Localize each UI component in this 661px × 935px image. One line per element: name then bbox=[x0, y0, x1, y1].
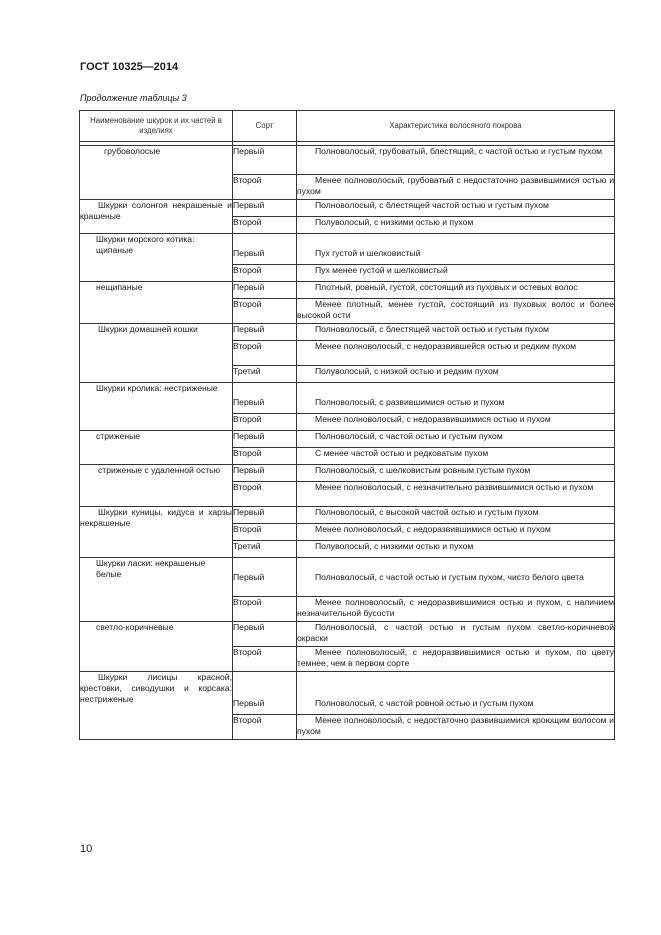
grade-cell: Второй bbox=[233, 647, 297, 672]
table-row bbox=[80, 672, 615, 715]
table-row bbox=[80, 146, 615, 175]
table-row bbox=[80, 558, 615, 597]
grade-cell: Первый bbox=[233, 622, 297, 647]
group-name-cell: Шкурки ласки: некрашеные белые bbox=[80, 558, 233, 622]
grade-cell: Первый bbox=[233, 507, 297, 524]
group-name-cell: нещипаные bbox=[80, 282, 233, 324]
grade-cell: Второй bbox=[233, 265, 297, 282]
description-cell: Полноволосый, с частой остью и густым пухом, чисто белого цвета bbox=[297, 558, 615, 597]
description-cell: Полноволосый, с частой ровной остью и густым пухом bbox=[297, 672, 615, 715]
grade-cell: Второй bbox=[233, 597, 297, 622]
description-cell: Менее полноволосый, с недоразвившимися остью и пухом, по цвету темнее, чем в первом сорте bbox=[297, 647, 615, 672]
grade-cell: Третий bbox=[233, 541, 297, 558]
table-row bbox=[80, 431, 615, 448]
table-row bbox=[80, 234, 615, 265]
table-row bbox=[80, 200, 615, 217]
grade-cell: Второй bbox=[233, 448, 297, 465]
description-cell: Полуволосый, с низкой остью и редким пухом bbox=[297, 366, 615, 383]
group-name-cell: грубоволосые bbox=[80, 146, 233, 200]
group-name-text: Шкурки морского котика: щипаные bbox=[96, 234, 195, 255]
description-cell: Полноволосый, с блестящей частой остью и густым пухом bbox=[297, 324, 615, 341]
grade-cell: Второй bbox=[233, 217, 297, 234]
description-cell: Менее полноволосый, с недоразвившимися остью и пухом bbox=[297, 414, 615, 431]
column-header-name: Наименование шкурок и их частей в изделиях bbox=[80, 111, 233, 142]
group-name-cell: светло-коричневые bbox=[80, 622, 233, 672]
group-name-cell: Шкурки домашней кошки bbox=[80, 324, 233, 383]
grade-cell: Второй bbox=[233, 524, 297, 541]
grade-cell: Второй bbox=[233, 414, 297, 431]
grade-cell: Первый bbox=[233, 234, 297, 265]
description-cell: Полноволосый, грубоватый, блестящий, с частой остью и густым пухом bbox=[297, 146, 615, 175]
grade-cell: Первый bbox=[233, 324, 297, 341]
page-number: 10 bbox=[80, 843, 93, 855]
table-row bbox=[80, 507, 615, 524]
description-cell: Полноволосый, с частой остью и густым пухом светло-коричневой окраски bbox=[297, 622, 615, 647]
description-cell: Пух густой и шелковистый bbox=[297, 234, 615, 265]
description-cell: Полноволосый, с высокой частой остью и густым пухом bbox=[297, 507, 615, 524]
grade-cell: Второй bbox=[233, 299, 297, 324]
description-cell: Полноволосый, с частой остью и густым пухом bbox=[297, 431, 615, 448]
grade-cell: Первый bbox=[233, 282, 297, 299]
description-cell: С менее частой остью и редковатым пухом bbox=[297, 448, 615, 465]
table-row bbox=[80, 324, 615, 341]
grade-cell: Первый bbox=[233, 431, 297, 448]
grade-cell: Первый bbox=[233, 465, 297, 482]
document-header: ГОСТ 10325—2014 bbox=[80, 61, 179, 73]
table-row bbox=[80, 622, 615, 647]
fur-grades-table bbox=[79, 110, 615, 740]
grade-cell: Первый bbox=[233, 383, 297, 414]
group-name-cell: Шкурки солонгоя некрашеные и крашеные bbox=[80, 200, 233, 234]
description-cell: Полуволосый, с низкими остью и пухом bbox=[297, 217, 615, 234]
grade-cell: Третий bbox=[233, 366, 297, 383]
description-cell: Менее полноволосый, с недоразвившимися остью и пухом, с наличием незначительной бусости bbox=[297, 597, 615, 622]
grade-cell: Первый bbox=[233, 200, 297, 217]
table-row bbox=[80, 282, 615, 299]
description-cell: Менее полноволосый, грубоватый с недостаточно развившимися остью и пухом bbox=[297, 175, 615, 200]
description-cell: Пух менее густой и шелковистый bbox=[297, 265, 615, 282]
description-cell: Плотный, ровный, густой, состоящий из пуховых и остевых волос bbox=[297, 282, 615, 299]
description-cell: Менее полноволосый, с недоразвившейся остью и редким пухом bbox=[297, 341, 615, 366]
group-name-cell: стриженые bbox=[80, 431, 233, 465]
grade-cell: Первый bbox=[233, 558, 297, 597]
group-name-cell: Шкурки лисицы красной, крестовки, сиводушки и корсака: нестриженые bbox=[80, 672, 233, 740]
group-name-cell: стриженые с удаленной остью bbox=[80, 465, 233, 507]
description-cell: Менее плотный, менее густой, состоящий из пуховых волос и более высокой ости bbox=[297, 299, 615, 324]
description-cell: Полноволосый, с шелковистым ровным густым пухом bbox=[297, 465, 615, 482]
group-name-cell: Шкурки кролика: нестриженые bbox=[80, 383, 233, 431]
description-cell: Менее полноволосый, с недостаточно развившимися кроющим волосом и пухом bbox=[297, 715, 615, 740]
description-cell: Менее полноволосый, с недоразвившимися остью и пухом bbox=[297, 524, 615, 541]
grade-cell: Второй bbox=[233, 715, 297, 740]
column-header-grade: Сорт bbox=[233, 111, 297, 142]
grade-cell: Второй bbox=[233, 341, 297, 366]
table-row bbox=[80, 383, 615, 414]
group-name-cell bbox=[80, 234, 233, 282]
table-row bbox=[80, 465, 615, 482]
column-header-description: Характеристика волосяного покрова bbox=[297, 111, 615, 142]
description-cell: Полноволосый, с развившимися остью и пухом bbox=[297, 383, 615, 414]
grade-cell: Второй bbox=[233, 482, 297, 507]
description-cell: Менее полноволосый, с незначительно развившимися остью и пухом bbox=[297, 482, 615, 507]
grade-cell: Первый bbox=[233, 672, 297, 715]
group-name-cell: Шкурки куницы, кидуса и харзы некрашеные bbox=[80, 507, 233, 558]
grade-cell: Второй bbox=[233, 175, 297, 200]
description-cell: Полноволосый, с блестящей частой остью и густым пухом bbox=[297, 200, 615, 217]
grade-cell: Первый bbox=[233, 146, 297, 175]
table-caption: Продолжение таблицы 3 bbox=[80, 93, 187, 103]
table-header-row bbox=[80, 111, 615, 142]
description-cell: Полуволосый, с низкими остью и пухом bbox=[297, 541, 615, 558]
